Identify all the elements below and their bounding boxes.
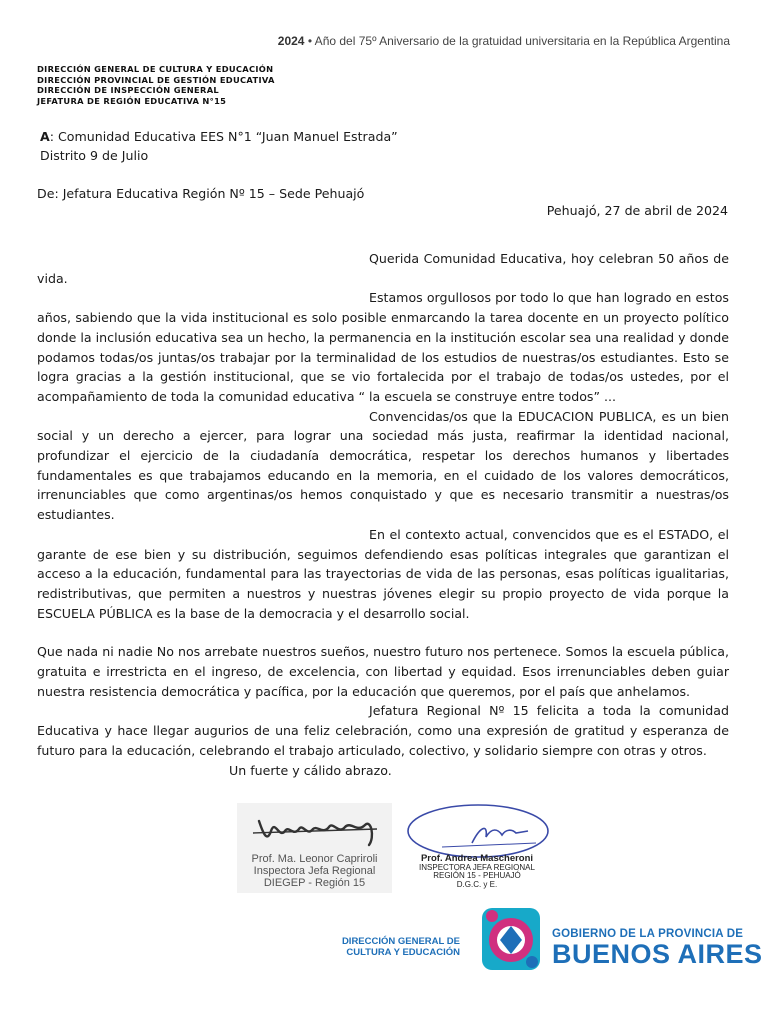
department-line: DIRECCIÓN PROVINCIAL DE GESTIÓN EDUCATIVA [37,74,275,85]
closing: Un fuerte y cálido abrazo. [229,762,392,778]
gov-line: GOBIERNO DE LA PROVINCIA DE [552,928,744,940]
recipient-prefix: A [40,129,50,144]
department-line: DIRECCIÓN DE INSPECCIÓN GENERAL [37,85,220,95]
signer-role: INSPECTORA JEFA REGIONAL [419,862,535,872]
department-block [37,64,275,106]
paragraph: Que nada ni nadie No nos arrebate nuestros sueños, nuestro futuro nos pertenece. Somos la escuela pública, gratuita e irrestricta en el ingreso, de excelencia, con libertad y equidad. Esos irrenunciables deben guiar nuestra resistencia democrática y pacífica, por la educación que queremos, por el país que anhelamos. [37,644,729,699]
department-line: JEFATURA DE REGIÓN EDUCATIVA N°15 [37,95,227,106]
handwritten-signature-icon [402,797,552,859]
paragraph: Estamos orgullosos por todo lo que han logrado en estos años, sabiendo que la vida institucional es solo posible enmarcando la tarea docente en un proyecto político donde la inclusión educativa sea un hecho, la permanencia en la institución escolar sea una realidad y donde podamos todas/os juntas/os trabajar por la terminalidad de los estudios de nuestras/os estudiantes. Esto se logra gracias a la gestión institucional, que se vio fortalecida por el trabajo de todas/os ustedes, por el acompañamiento de toda la comunidad educativa “ la escuela se construye entre todos” ... [37,290,729,404]
province-emblem-icon [474,898,548,978]
dgce-line: DIRECCIÓN GENERAL DE [341,936,460,947]
signature-stamp-mascheroni [402,797,552,892]
header-year: 2024 [277,34,305,48]
recipient-block [40,127,398,165]
signature-stamp-capriroli [237,803,392,893]
paragraph: Querida Comunidad Educativa, hoy celebran 50 años de vida. [37,251,729,286]
letter-body [37,249,729,780]
signer-name: Prof. Ma. Leonor Capriroli [251,853,378,865]
government-logo-text [552,928,763,968]
handwritten-signature-icon [237,803,392,853]
recipient-name: : Comunidad Educativa EES N°1 “Juan Manuel Estrada” [49,129,398,144]
department-line: DIRECCIÓN GENERAL DE CULTURA Y EDUCACIÓN [37,64,274,74]
dgce-line: CULTURA Y EDUCACIÓN [346,947,460,958]
signer-name: Prof. Andrea Mascheroni [420,853,534,864]
signer-unit: REGIÓN 15 - PEHUAJÓ [433,871,521,880]
paragraph: Convencidas/os que la EDUCACION PUBLICA, es un bien social y un derecho a ejercer, para lograr una sociedad más justa, reafirmar la identidad nacional, profundizar el ejercicio de la ciudadanía democrática, respetar los derechos humanos y libertades fundamentales es que trabajamos educando en la memoria, en el cuidado de los valores democráticos, irrenunciables que como argentinas/os hemos conquistado y que es necesario transmitir a nuestras/os estudiantes. [37,408,729,523]
commemorative-header [278,34,730,48]
signer-unit: DIEGEP - Región 15 [263,877,366,889]
dgce-logo-text [340,936,460,958]
signer-role: Inspectora Jefa Regional [253,865,376,877]
paragraph: Jefatura Regional Nº 15 felicita a toda la comunidad Educativa y hace llegar augurios de una feliz celebración, como una expresión de gratitud y esperanza de futuro para la educación, celebrando el trabajo articulado, colectivo, y solidario siempre con otras y otros. [37,703,729,758]
signer-org: D.G.C. y E. [456,879,498,889]
header-line: • Año del 75º Aniversario de la gratuidad universitaria en la República Argentina [307,34,730,48]
recipient-district: Distrito 9 de Julio [40,148,149,163]
letter-date: Pehuajó, 27 de abril de 2024 [546,203,728,218]
paragraph: En el contexto actual, convencidos que es el ESTADO, el garante de ese bien y su distribución, seguimos defendiendo esas políticas integrales que garantizan el acceso a la educación, fundamental para las trayectorias de vida de las personas, esas políticas igualitarias, redistributivas, que permiten a nuestros y nuestras jóvenes elegir su propio proyecto de vida porque la ESCUELA PÚBLICA es la base de la democracia y el desarrollo social. [37,526,729,621]
gov-line: BUENOS AIRES [552,939,763,969]
sender-line: De: Jefatura Educativa Región Nº 15 – Sede Pehuajó [37,186,365,201]
